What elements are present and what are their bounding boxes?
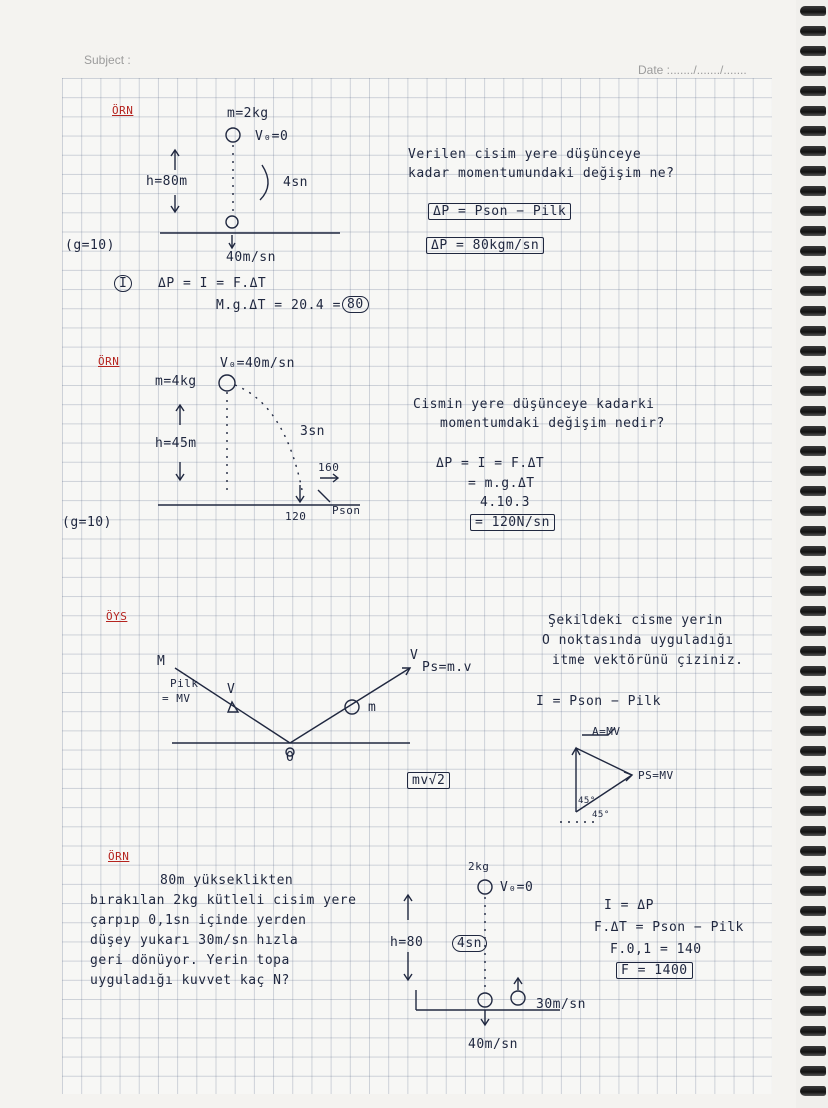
spiral-ring [800, 446, 826, 456]
spiral-ring [800, 1006, 826, 1016]
ex1-result: 80 [342, 296, 369, 313]
subject-label: Subject : [84, 53, 131, 67]
ex1-formula1: ΔP = I = F.ΔT [158, 276, 267, 291]
spiral-ring [800, 406, 826, 416]
date-label: Date :......./......./....... [638, 63, 747, 77]
ex2-step4: = 120N/sn [470, 514, 555, 531]
ex4-step3: F.0,1 = 140 [610, 942, 702, 957]
spiral-ring [800, 1066, 826, 1076]
ex1-title: ÖRN [112, 104, 134, 117]
ex4-mass: 2kg [468, 860, 490, 873]
ex3-outgoing-path [290, 668, 410, 743]
spiral-ring [800, 966, 826, 976]
spiral-ring [800, 886, 826, 896]
spiral-ring [800, 806, 826, 816]
spiral-ring [800, 1046, 826, 1056]
spiral-ring [800, 866, 826, 876]
spiral-ring [800, 226, 826, 236]
ex1-height: h=80m [146, 174, 188, 189]
ex3-vector-ps [576, 775, 632, 812]
spiral-ring [800, 66, 826, 76]
ex2-step2: = m.g.ΔT [468, 476, 535, 491]
ex4-v0: V₀=0 [500, 880, 534, 895]
ex4-step4: F = 1400 [616, 962, 693, 979]
ex2-height: h=45m [155, 436, 197, 451]
spiral-ring [800, 266, 826, 276]
ex3-angle2: 45° [592, 810, 610, 820]
ex3-question-line3: itme vektörünü çiziniz. [552, 653, 744, 668]
ex4-ball-impact [478, 993, 492, 1007]
spiral-ring [800, 346, 826, 356]
ex1-roman: I [114, 275, 132, 292]
spiral-binding [796, 0, 828, 1108]
ex1-formula2: M.g.ΔT = 20.4 = [216, 298, 341, 313]
spiral-ring [800, 766, 826, 776]
spiral-ring [800, 926, 826, 936]
spiral-ring [800, 586, 826, 596]
spiral-ring [800, 746, 826, 756]
spiral-ring [800, 306, 826, 316]
spiral-ring [800, 186, 826, 196]
spiral-ring [800, 626, 826, 636]
ex4-problem-line6: uyguladığı kuvvet kaç N? [90, 973, 290, 988]
ex4-title: ÖRN [108, 850, 130, 863]
spiral-ring [800, 146, 826, 156]
ex3-ps: Ps=m.v [422, 660, 472, 675]
ex4-time: 4sn [452, 935, 487, 952]
ex4-step1: I = ΔP [604, 898, 654, 913]
ex3-m-small: m [368, 700, 377, 715]
ex4-step2: F.ΔT = Pson − Pilk [594, 920, 744, 935]
ex2-question-line2: momentumdaki değişim nedir? [440, 416, 665, 431]
ex2-pson: Pson [332, 504, 361, 517]
ex3-formula: I = Pson − Pilk [536, 694, 661, 709]
ex3-o-label: O [286, 750, 295, 765]
ex4-height: h=80 [390, 935, 424, 950]
spiral-ring [800, 326, 826, 336]
ex3-question-line1: Şekildeki cisme yerin [548, 613, 723, 628]
spiral-ring [800, 526, 826, 536]
ex1-question-line1: Verilen cisim yere düşünceye [408, 147, 642, 162]
spiral-ring [800, 46, 826, 56]
ex1-vfinal: 40m/sn [226, 250, 276, 265]
spiral-ring [800, 606, 826, 616]
spiral-ring [800, 646, 826, 656]
ex3-vec-a: A=MV [592, 725, 621, 738]
ex2-g: (g=10) [62, 515, 112, 530]
ex4-ball-top [478, 880, 492, 894]
spiral-ring [800, 246, 826, 256]
spiral-ring [800, 946, 826, 956]
ex3-pilk: Pilk [170, 677, 199, 690]
spiral-ring [800, 426, 826, 436]
ex4-ball-bounce [511, 991, 525, 1005]
spiral-ring [800, 786, 826, 796]
ex1-time-arc [260, 165, 268, 200]
spiral-ring [800, 846, 826, 856]
spiral-ring [800, 486, 826, 496]
spiral-ring [800, 386, 826, 396]
ex2-ball [219, 375, 235, 391]
spiral-ring [800, 726, 826, 736]
ex3-answer: mv√2 [407, 772, 450, 789]
ex1-ball-bottom [226, 216, 238, 228]
spiral-ring [800, 986, 826, 996]
ex3-vec-ps: PS=MV [638, 769, 674, 782]
ex1-ball-top [226, 128, 240, 142]
ex3-vector-a [576, 748, 632, 775]
ex2-step1: ΔP = I = F.ΔT [436, 456, 545, 471]
spiral-ring [800, 706, 826, 716]
ex4-problem-line1: 80m yükseklikten [160, 873, 294, 888]
spiral-ring [800, 86, 826, 96]
ex3-m-label: M [157, 654, 166, 669]
spiral-ring [800, 566, 826, 576]
spiral-ring [800, 666, 826, 676]
ex2-time: 3sn [300, 424, 325, 439]
spiral-ring [800, 546, 826, 556]
ex2-step3: 4.10.3 [480, 495, 530, 510]
ex1-answer1: ΔP = Pson − Pilk [428, 203, 571, 220]
ex4-v40: 40m/sn [468, 1037, 518, 1052]
ex3-v-label2: V [410, 648, 419, 663]
spiral-ring [800, 286, 826, 296]
ex4-problem-line2: bırakılan 2kg kütleli cisim yere [90, 893, 357, 908]
ex3-angle1: 45° [578, 796, 596, 806]
ex2-v120: 120 [285, 510, 307, 523]
spiral-ring [800, 1086, 826, 1096]
ex1-v0: V₀=0 [255, 129, 289, 144]
ex1-g: (g=10) [65, 238, 115, 253]
ex2-v0: V₀=40m/sn [220, 356, 295, 371]
ex3-question-line2: O noktasında uyguladığı [542, 633, 734, 648]
spiral-ring [800, 26, 826, 36]
ex4-problem-line3: çarpıp 0,1sn içinde yerden [90, 913, 307, 928]
ex1-question-line2: kadar momentumundaki değişim ne? [408, 166, 675, 181]
spiral-ring [800, 906, 826, 916]
ex3-mv: = MV [162, 692, 191, 705]
ex2-mass: m=4kg [155, 374, 197, 389]
ex3-v-label: V [227, 682, 236, 697]
spiral-ring [800, 506, 826, 516]
spiral-ring [800, 686, 826, 696]
ex1-time: 4sn [283, 175, 308, 190]
ex3-title: ÖYS [106, 610, 128, 623]
spiral-ring [800, 826, 826, 836]
spiral-ring [800, 166, 826, 176]
spiral-ring [800, 206, 826, 216]
ex2-v160: 160 [318, 461, 340, 474]
ex4-problem-line4: düşey yukarı 30m/sn hızla [90, 933, 299, 948]
spiral-ring [800, 1026, 826, 1036]
spiral-ring [800, 6, 826, 16]
spiral-ring [800, 466, 826, 476]
ex1-mass: m=2kg [227, 106, 269, 121]
ex4-v30: 30m/sn [536, 997, 586, 1012]
spiral-ring [800, 366, 826, 376]
spiral-ring [800, 106, 826, 116]
ex2-title: ÖRN [98, 355, 120, 368]
ex2-question-line1: Cismin yere düşünceye kadarki [413, 397, 655, 412]
ex1-answer2: ΔP = 80kgm/sn [426, 237, 544, 254]
ex4-problem-line5: geri dönüyor. Yerin topa [90, 953, 290, 968]
spiral-ring [800, 126, 826, 136]
